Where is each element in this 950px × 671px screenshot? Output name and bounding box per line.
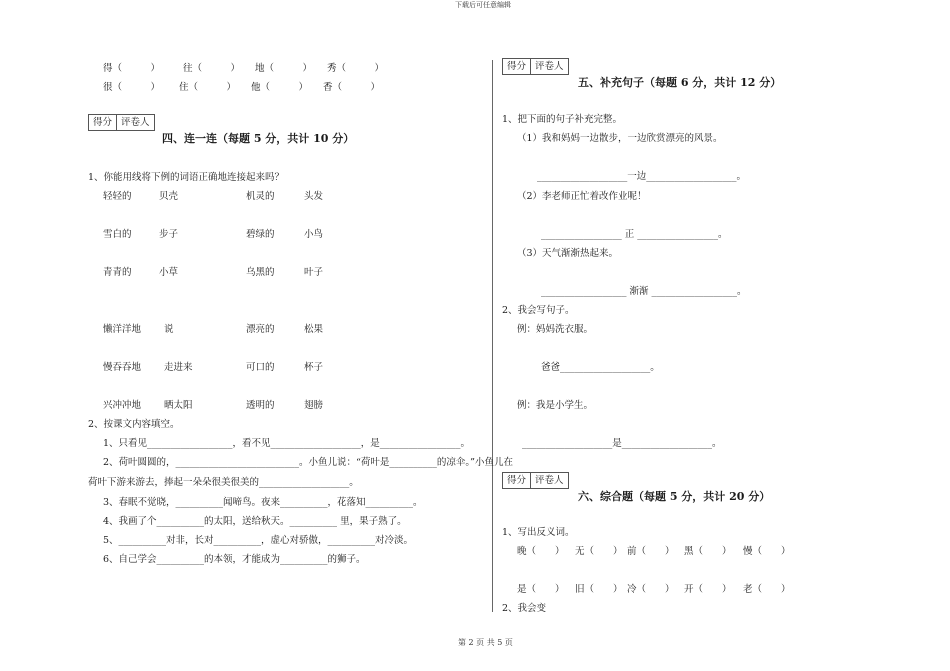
match-word: 懒洋洋地 [103,324,142,335]
match-word: 雪白的 [103,229,132,240]
antonym-cell: 慢（ ） [743,546,791,557]
match-word: 兴冲冲地 [103,400,142,411]
pair-cell: 香（ ） [323,82,381,93]
fill-line: ___________________是___________________。 [522,438,722,449]
question-text: 2、我会写句子。 [502,305,575,316]
fill-line: _________________ 正 _________________。 [541,229,728,240]
match-word: 漂亮的 [246,324,275,335]
grader-label: 评卷人 [535,61,564,72]
match-word: 可口的 [246,362,275,373]
match-word: 慢吞吞地 [103,362,142,373]
page-number: 第 2 页 共 5 页 [458,638,513,647]
score-box [502,58,569,75]
antonym-cell: 无（ ） [575,546,623,557]
match-word: 乌黑的 [246,267,275,278]
pair-cell: 住（ ） [179,82,237,93]
match-word: 说 [164,324,174,335]
section-6-title: 六、综合题（每题 5 分，共计 20 分） [578,490,771,503]
match-word: 小草 [159,267,179,278]
fill-line: 荷叶下游来游去，捧起一朵朵很美很美的___________________。 [88,477,359,488]
score-box [502,472,569,489]
example-text: 例：我是小学生。 [517,400,594,411]
question-text: 2、按课文内容填空。 [88,419,180,430]
pair-cell: 秀（ ） [327,63,385,74]
match-word: 头发 [304,191,324,202]
match-word: 杯子 [304,362,324,373]
antonym-cell: 冷（ ） [627,584,675,595]
column-divider [492,60,493,612]
match-word: 晒太阳 [164,400,193,411]
match-word: 松果 [304,324,324,335]
match-word: 青青的 [103,267,132,278]
antonym-cell: 晚（ ） [517,546,565,557]
antonym-cell: 前（ ） [627,546,675,557]
pair-cell: 地（ ） [255,63,313,74]
match-word: 碧绿的 [246,229,275,240]
pair-cell: 很（ ） [103,82,161,93]
fill-line: __________________ 渐渐 __________________。 [541,286,747,297]
sentence-prompt: （1）我和妈妈一边散步，一边欣赏漂亮的风景。 [517,133,723,144]
antonym-cell: 黑（ ） [684,546,732,557]
sentence-prompt: （2）李老师正忙着改作业呢！ [517,191,647,202]
fill-line: 1、只看见__________________，看不见___________________，是_________________。 [103,438,471,449]
fill-line: ___________________一边___________________。 [537,171,747,182]
match-word: 轻轻的 [103,191,132,202]
fill-line: 4、我画了个__________的太阳，送给秋天。__________ 里，果子熟了。 [103,516,407,527]
sentence-prompt: （3）天气渐渐热起来。 [517,248,619,259]
antonym-cell: 老（ ） [743,584,791,595]
pair-cell: 得（ ） [103,63,161,74]
score-label: 得分 [503,473,531,488]
question-text: 1、把下面的句子补充完整。 [502,114,623,125]
question-text: 1、你能用线将下例的词语正确地连接起来吗？ [88,172,285,183]
pair-cell: 他（ ） [251,82,309,93]
section-5-title: 五、补充句子（每题 6 分，共计 12 分） [578,76,782,89]
match-word: 小鸟 [304,229,324,240]
antonym-cell: 是（ ） [517,584,565,595]
fill-line: 6、自己学会__________的本领，才能成为__________的狮子。 [103,554,366,565]
match-word: 叶子 [304,267,324,278]
score-label: 得分 [503,59,531,74]
fill-line: 3、春眠不觉晓，__________闻啼鸟。夜来__________，花落知__________。 [103,497,423,508]
match-word: 贝壳 [159,191,179,202]
question-text: 2、我会变 [502,603,547,614]
question-text: 1、写出反义词。 [502,527,575,538]
section-4-title: 四、连一连（每题 5 分，共计 10 分） [162,132,355,145]
example-text: 例：妈妈洗衣服。 [517,324,594,335]
score-label: 得分 [89,115,117,130]
grader-label: 评卷人 [535,475,564,486]
grader-label: 评卷人 [121,117,150,128]
match-word: 机灵的 [246,191,275,202]
antonym-cell: 开（ ） [684,584,732,595]
match-word: 走进来 [164,362,193,373]
fill-line: 2、荷叶圆圆的，__________________________。小鱼儿说：“荷叶是__________的凉伞。”小鱼儿在 [103,457,514,468]
fill-line: 5、__________对非，长对__________，虚心对骄傲，__________对冷淡。 [103,535,414,546]
antonym-cell: 旧（ ） [575,584,623,595]
header-note: 下载后可任意编辑 [455,1,511,9]
match-word: 步子 [159,229,179,240]
score-box [88,114,155,131]
match-word: 透明的 [246,400,275,411]
match-word: 翅膀 [304,400,324,411]
pair-cell: 往（ ） [183,63,241,74]
fill-line: 爸爸___________________。 [541,362,660,373]
